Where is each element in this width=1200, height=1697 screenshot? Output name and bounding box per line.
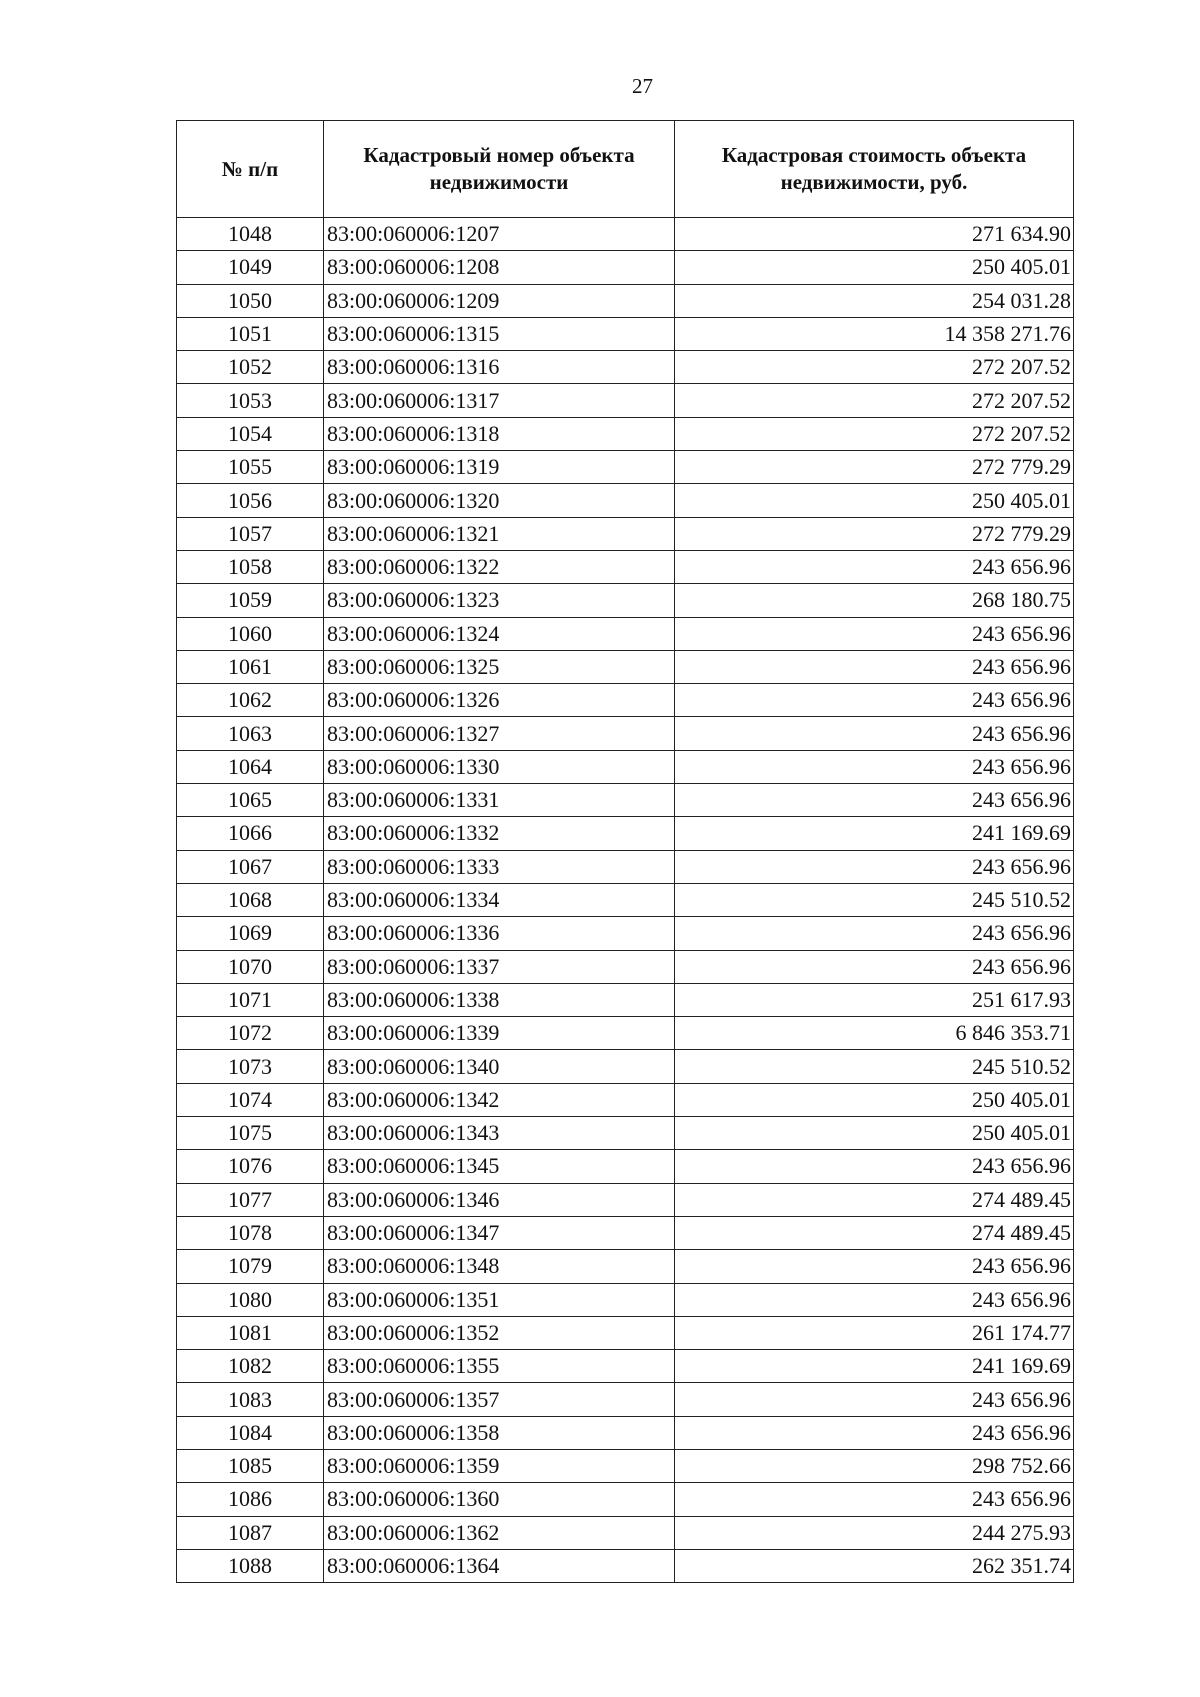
row-number-cell: 1079 xyxy=(177,1250,324,1283)
column-header-cadastral-value: Кадастровая стоимость объекта недвижимости, руб. xyxy=(675,121,1074,218)
cadastral-value-cell: 243 656.96 xyxy=(675,617,1074,650)
table-row xyxy=(177,850,1074,883)
cadastral-number-cell: 83:00:060006:1317 xyxy=(324,384,675,417)
table-row xyxy=(177,684,1074,717)
row-number-cell: 1062 xyxy=(177,684,324,717)
cadastral-number-cell: 83:00:060006:1357 xyxy=(324,1383,675,1416)
row-number-cell: 1084 xyxy=(177,1416,324,1449)
table-row xyxy=(177,917,1074,950)
row-number-cell: 1054 xyxy=(177,417,324,450)
row-number-cell: 1052 xyxy=(177,351,324,384)
cadastral-value-table-container xyxy=(176,120,1073,1583)
table-header xyxy=(177,121,1074,218)
table-row xyxy=(177,1083,1074,1116)
row-number-cell: 1074 xyxy=(177,1083,324,1116)
cadastral-number-cell: 83:00:060006:1316 xyxy=(324,351,675,384)
cadastral-value-cell: 272 207.52 xyxy=(675,417,1074,450)
table-row xyxy=(177,451,1074,484)
cadastral-number-cell: 83:00:060006:1324 xyxy=(324,617,675,650)
row-number-cell: 1053 xyxy=(177,384,324,417)
table-row xyxy=(177,1017,1074,1050)
page-number: 27 xyxy=(632,74,653,98)
table-row xyxy=(177,584,1074,617)
row-number-cell: 1087 xyxy=(177,1516,324,1549)
cadastral-value-cell: 243 656.96 xyxy=(675,784,1074,817)
cadastral-number-cell: 83:00:060006:1342 xyxy=(324,1083,675,1116)
row-number-cell: 1072 xyxy=(177,1017,324,1050)
row-number-cell: 1063 xyxy=(177,717,324,750)
table-row xyxy=(177,1350,1074,1383)
row-number-cell: 1086 xyxy=(177,1483,324,1516)
table-row xyxy=(177,1383,1074,1416)
cadastral-value-cell: 14 358 271.76 xyxy=(675,317,1074,350)
cadastral-number-cell: 83:00:060006:1209 xyxy=(324,284,675,317)
cadastral-value-cell: 251 617.93 xyxy=(675,983,1074,1016)
cadastral-value-cell: 243 656.96 xyxy=(675,950,1074,983)
row-number-cell: 1064 xyxy=(177,750,324,783)
cadastral-number-cell: 83:00:060006:1327 xyxy=(324,717,675,750)
table-row xyxy=(177,317,1074,350)
cadastral-value-cell: 243 656.96 xyxy=(675,1250,1074,1283)
row-number-cell: 1085 xyxy=(177,1449,324,1482)
cadastral-number-cell: 83:00:060006:1360 xyxy=(324,1483,675,1516)
table-row xyxy=(177,1516,1074,1549)
cadastral-number-cell: 83:00:060006:1364 xyxy=(324,1549,675,1582)
row-number-cell: 1055 xyxy=(177,451,324,484)
cadastral-value-cell: 243 656.96 xyxy=(675,650,1074,683)
cadastral-value-cell: 250 405.01 xyxy=(675,1083,1074,1116)
row-number-cell: 1050 xyxy=(177,284,324,317)
cadastral-number-cell: 83:00:060006:1326 xyxy=(324,684,675,717)
table-header-row xyxy=(177,121,1074,218)
cadastral-number-cell: 83:00:060006:1334 xyxy=(324,883,675,916)
table-row xyxy=(177,1283,1074,1316)
table-row xyxy=(177,351,1074,384)
row-number-cell: 1067 xyxy=(177,850,324,883)
row-number-cell: 1083 xyxy=(177,1383,324,1416)
table-row xyxy=(177,983,1074,1016)
cadastral-value-cell: 262 351.74 xyxy=(675,1549,1074,1582)
row-number-cell: 1056 xyxy=(177,484,324,517)
cadastral-number-cell: 83:00:060006:1323 xyxy=(324,584,675,617)
row-number-cell: 1071 xyxy=(177,983,324,1016)
cadastral-value-cell: 274 489.45 xyxy=(675,1216,1074,1249)
cadastral-value-cell: 243 656.96 xyxy=(675,1483,1074,1516)
table-row xyxy=(177,784,1074,817)
cadastral-number-cell: 83:00:060006:1315 xyxy=(324,317,675,350)
cadastral-value-cell: 245 510.52 xyxy=(675,1050,1074,1083)
cadastral-value-cell: 274 489.45 xyxy=(675,1183,1074,1216)
row-number-cell: 1065 xyxy=(177,784,324,817)
cadastral-number-cell: 83:00:060006:1321 xyxy=(324,517,675,550)
cadastral-value-cell: 243 656.96 xyxy=(675,1150,1074,1183)
cadastral-value-cell: 272 207.52 xyxy=(675,384,1074,417)
cadastral-number-cell: 83:00:060006:1355 xyxy=(324,1350,675,1383)
table-row xyxy=(177,1549,1074,1582)
cadastral-value-cell: 250 405.01 xyxy=(675,251,1074,284)
cadastral-value-cell: 243 656.96 xyxy=(675,917,1074,950)
table-row xyxy=(177,883,1074,916)
cadastral-value-cell: 243 656.96 xyxy=(675,850,1074,883)
table-body xyxy=(177,218,1074,1583)
cadastral-value-cell: 243 656.96 xyxy=(675,717,1074,750)
row-number-cell: 1057 xyxy=(177,517,324,550)
cadastral-value-cell: 243 656.96 xyxy=(675,1283,1074,1316)
cadastral-number-cell: 83:00:060006:1343 xyxy=(324,1117,675,1150)
cadastral-number-cell: 83:00:060006:1337 xyxy=(324,950,675,983)
cadastral-value-cell: 243 656.96 xyxy=(675,750,1074,783)
cadastral-number-cell: 83:00:060006:1319 xyxy=(324,451,675,484)
cadastral-value-cell: 261 174.77 xyxy=(675,1316,1074,1349)
cadastral-value-cell: 6 846 353.71 xyxy=(675,1017,1074,1050)
column-header-cadastral-number: Кадастровый номер объекта недвижимости xyxy=(324,121,675,218)
cadastral-number-cell: 83:00:060006:1325 xyxy=(324,650,675,683)
cadastral-number-cell: 83:00:060006:1358 xyxy=(324,1416,675,1449)
table-row xyxy=(177,950,1074,983)
table-row xyxy=(177,1183,1074,1216)
row-number-cell: 1088 xyxy=(177,1549,324,1582)
table-row xyxy=(177,1416,1074,1449)
table-row xyxy=(177,1050,1074,1083)
cadastral-value-cell: 272 779.29 xyxy=(675,451,1074,484)
row-number-cell: 1051 xyxy=(177,317,324,350)
cadastral-number-cell: 83:00:060006:1320 xyxy=(324,484,675,517)
table-row xyxy=(177,550,1074,583)
cadastral-value-cell: 250 405.01 xyxy=(675,484,1074,517)
cadastral-number-cell: 83:00:060006:1347 xyxy=(324,1216,675,1249)
row-number-cell: 1048 xyxy=(177,218,324,251)
cadastral-value-cell: 241 169.69 xyxy=(675,1350,1074,1383)
cadastral-value-table xyxy=(176,120,1074,1583)
row-number-cell: 1060 xyxy=(177,617,324,650)
cadastral-value-cell: 254 031.28 xyxy=(675,284,1074,317)
cadastral-number-cell: 83:00:060006:1348 xyxy=(324,1250,675,1283)
row-number-cell: 1069 xyxy=(177,917,324,950)
row-number-cell: 1077 xyxy=(177,1183,324,1216)
cadastral-value-cell: 243 656.96 xyxy=(675,684,1074,717)
cadastral-number-cell: 83:00:060006:1336 xyxy=(324,917,675,950)
cadastral-value-cell: 244 275.93 xyxy=(675,1516,1074,1549)
cadastral-value-cell: 245 510.52 xyxy=(675,883,1074,916)
table-row xyxy=(177,1216,1074,1249)
row-number-cell: 1080 xyxy=(177,1283,324,1316)
table-row xyxy=(177,1449,1074,1482)
cadastral-number-cell: 83:00:060006:1207 xyxy=(324,218,675,251)
row-number-cell: 1078 xyxy=(177,1216,324,1249)
row-number-cell: 1075 xyxy=(177,1117,324,1150)
row-number-cell: 1076 xyxy=(177,1150,324,1183)
cadastral-value-cell: 241 169.69 xyxy=(675,817,1074,850)
cadastral-value-cell: 243 656.96 xyxy=(675,1383,1074,1416)
cadastral-number-cell: 83:00:060006:1345 xyxy=(324,1150,675,1183)
column-header-number: № п/п xyxy=(177,121,324,218)
cadastral-number-cell: 83:00:060006:1331 xyxy=(324,784,675,817)
row-number-cell: 1073 xyxy=(177,1050,324,1083)
table-row xyxy=(177,417,1074,450)
table-row xyxy=(177,284,1074,317)
cadastral-value-cell: 272 779.29 xyxy=(675,517,1074,550)
cadastral-value-cell: 250 405.01 xyxy=(675,1117,1074,1150)
table-row xyxy=(177,817,1074,850)
row-number-cell: 1068 xyxy=(177,883,324,916)
table-row xyxy=(177,251,1074,284)
row-number-cell: 1066 xyxy=(177,817,324,850)
cadastral-number-cell: 83:00:060006:1338 xyxy=(324,983,675,1016)
table-row xyxy=(177,1483,1074,1516)
cadastral-number-cell: 83:00:060006:1318 xyxy=(324,417,675,450)
cadastral-number-cell: 83:00:060006:1362 xyxy=(324,1516,675,1549)
cadastral-number-cell: 83:00:060006:1208 xyxy=(324,251,675,284)
row-number-cell: 1061 xyxy=(177,650,324,683)
table-row xyxy=(177,1117,1074,1150)
row-number-cell: 1081 xyxy=(177,1316,324,1349)
cadastral-value-cell: 243 656.96 xyxy=(675,1416,1074,1449)
cadastral-value-cell: 268 180.75 xyxy=(675,584,1074,617)
table-row xyxy=(177,717,1074,750)
cadastral-number-cell: 83:00:060006:1332 xyxy=(324,817,675,850)
cadastral-number-cell: 83:00:060006:1322 xyxy=(324,550,675,583)
cadastral-value-cell: 271 634.90 xyxy=(675,218,1074,251)
row-number-cell: 1082 xyxy=(177,1350,324,1383)
cadastral-number-cell: 83:00:060006:1333 xyxy=(324,850,675,883)
row-number-cell: 1049 xyxy=(177,251,324,284)
cadastral-number-cell: 83:00:060006:1346 xyxy=(324,1183,675,1216)
cadastral-number-cell: 83:00:060006:1351 xyxy=(324,1283,675,1316)
cadastral-number-cell: 83:00:060006:1339 xyxy=(324,1017,675,1050)
cadastral-number-cell: 83:00:060006:1352 xyxy=(324,1316,675,1349)
table-row xyxy=(177,650,1074,683)
row-number-cell: 1059 xyxy=(177,584,324,617)
cadastral-number-cell: 83:00:060006:1330 xyxy=(324,750,675,783)
table-row xyxy=(177,1316,1074,1349)
table-row xyxy=(177,617,1074,650)
cadastral-number-cell: 83:00:060006:1340 xyxy=(324,1050,675,1083)
cadastral-value-cell: 298 752.66 xyxy=(675,1449,1074,1482)
table-row xyxy=(177,1150,1074,1183)
cadastral-number-cell: 83:00:060006:1359 xyxy=(324,1449,675,1482)
row-number-cell: 1070 xyxy=(177,950,324,983)
table-row xyxy=(177,384,1074,417)
table-row xyxy=(177,218,1074,251)
table-row xyxy=(177,1250,1074,1283)
table-row xyxy=(177,484,1074,517)
table-row xyxy=(177,750,1074,783)
cadastral-value-cell: 272 207.52 xyxy=(675,351,1074,384)
cadastral-value-cell: 243 656.96 xyxy=(675,550,1074,583)
table-row xyxy=(177,517,1074,550)
row-number-cell: 1058 xyxy=(177,550,324,583)
